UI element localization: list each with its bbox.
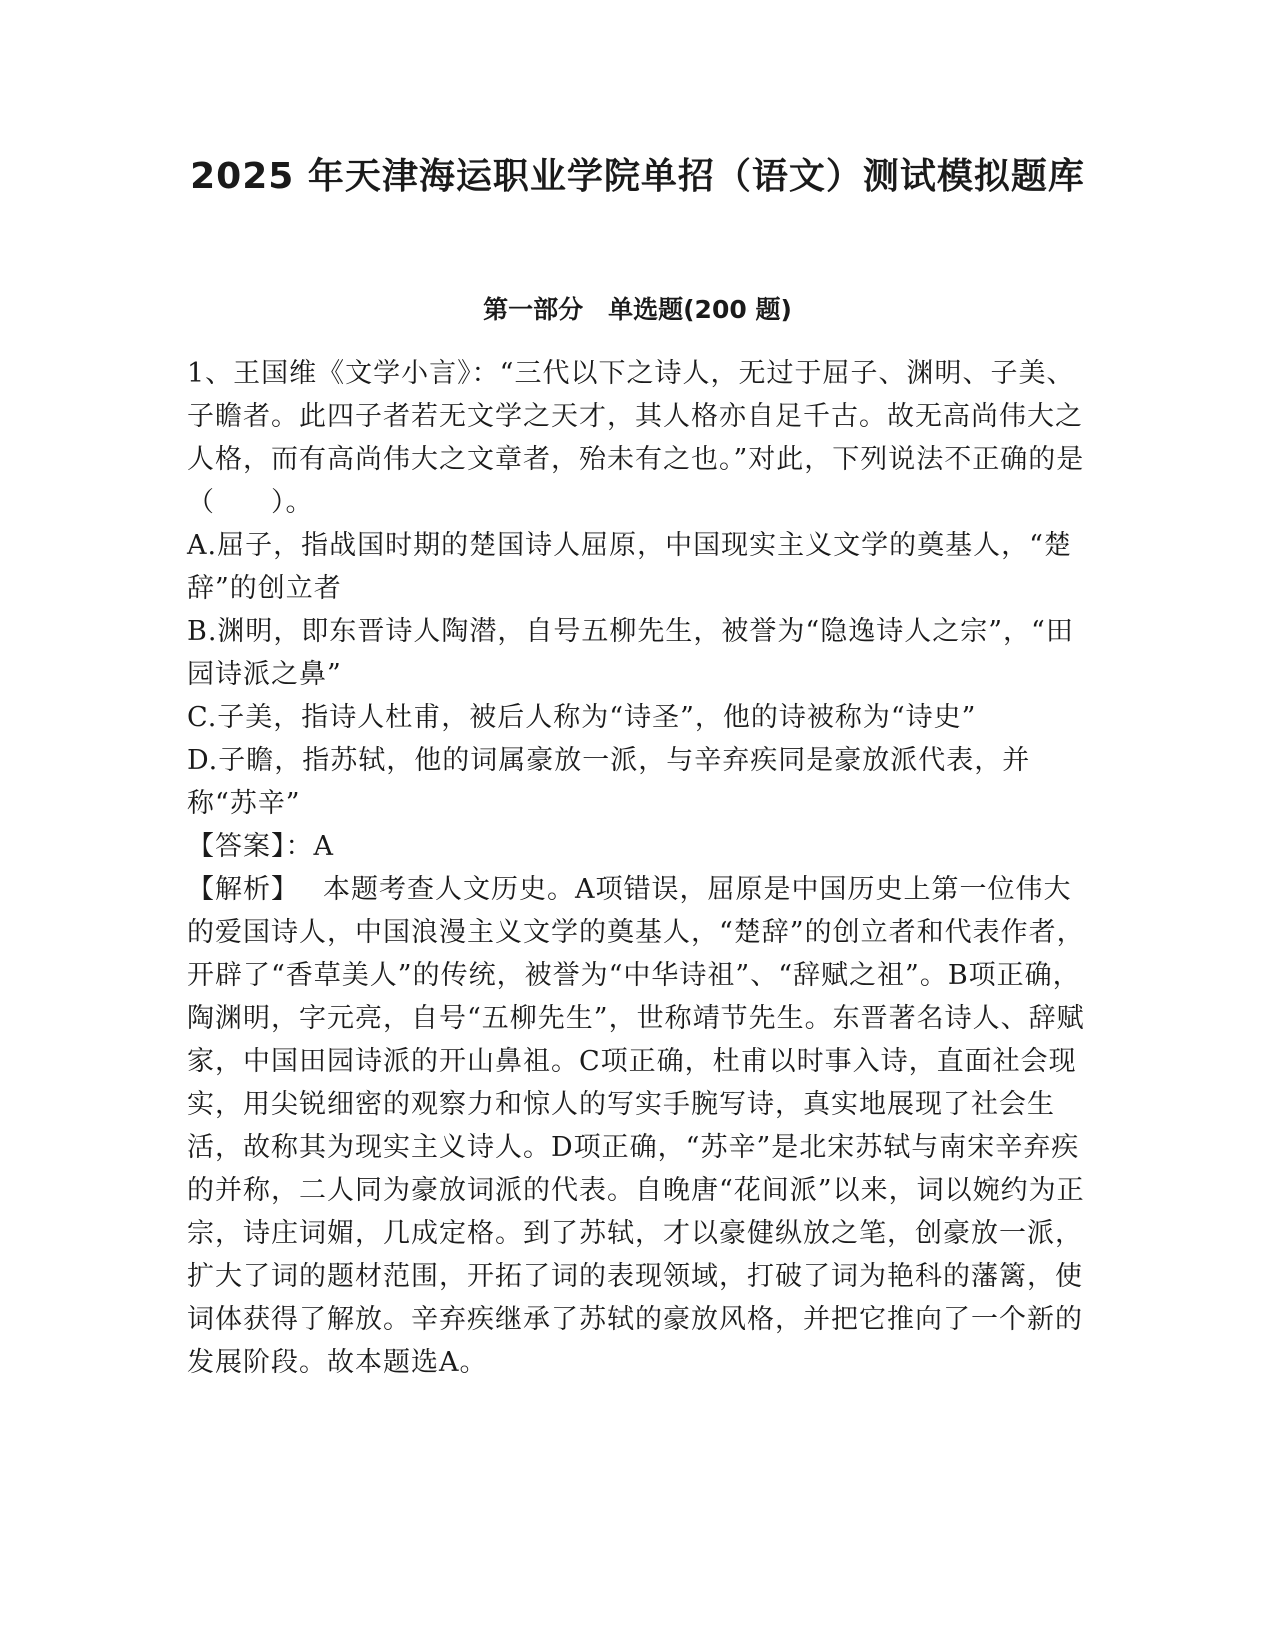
section-title: 第一部分 单选题(200 题) [483,295,792,324]
answer-line [187,825,1087,868]
analysis-text: 本题考查人文历史。A项错误，屈原是中国历史上第一位伟大的爱国诗人，中国浪漫主义文学的奠基人，“楚辞”的创立者和代表作者，开辟了“香草美人”的传统，被誉为“中华诗祖”、“辞赋之祖”。B项正确，陶渊明，字元亮，自号“五柳先生”，世称靖节先生。东晋著名诗人、辞赋家，中国田园诗派的开山鼻祖。C项正确，杜甫以时事入诗，直面社会现实，用尖锐细密的观察力和惊人的写实手腕写诗，真实地展现了社会生活，故称其为现实主义诗人。D项正确，“苏辛”是北宋苏轼与南宋辛弃疾的并称，二人同为豪放词派的代表。自晚唐“花间派”以来，词以婉约为正宗，诗庄词媚，几成定格。到了苏轼，才以豪健纵放之笔，创豪放一派，扩大了词的题材范围，开拓了词的表现领域，打破了词为艳科的藩篱，使词体获得了解放。辛弃疾继承了苏轼的豪放风格，并把它推向了一个新的发展阶段。故本题选A。 [187,874,1085,1378]
analysis-paragraph [187,868,1087,1384]
question-block [187,352,1087,1384]
option-c: C.子美，指诗人杜甫，被后人称为“诗圣”，他的诗被称为“诗史” [187,702,977,733]
option-list [187,524,1087,825]
option-d: D.子瞻，指苏轼，他的词属豪放一派，与辛弃疾同是豪放派代表，并称“苏辛” [187,745,1031,819]
question-stem: 1、王国维《文学小言》：“三代以下之诗人，无过于屈子、渊明、子美、子瞻者。此四子者若无文学之天才，其人格亦自足千古。故无高尚伟大之人格，而有高尚伟大之文章者，殆未有之也。”对此，下列说法不正确的是（ ）。 [187,358,1085,518]
document-title: 2025 年天津海运职业学院单招（语文）测试模拟题库 [190,156,1085,197]
answer-label: 【答案】： [187,831,314,862]
answer-value: A [313,831,334,862]
option-a: A.屈子，指战国时期的楚国诗人屈原，中国现实主义文学的奠基人，“楚辞”的创立者 [187,530,1072,604]
analysis-label: 【解析】 [187,874,299,905]
option-b: B.渊明，即东晋诗人陶潜，自号五柳先生，被誉为“隐逸诗人之宗”，“田园诗派之鼻” [187,616,1074,690]
